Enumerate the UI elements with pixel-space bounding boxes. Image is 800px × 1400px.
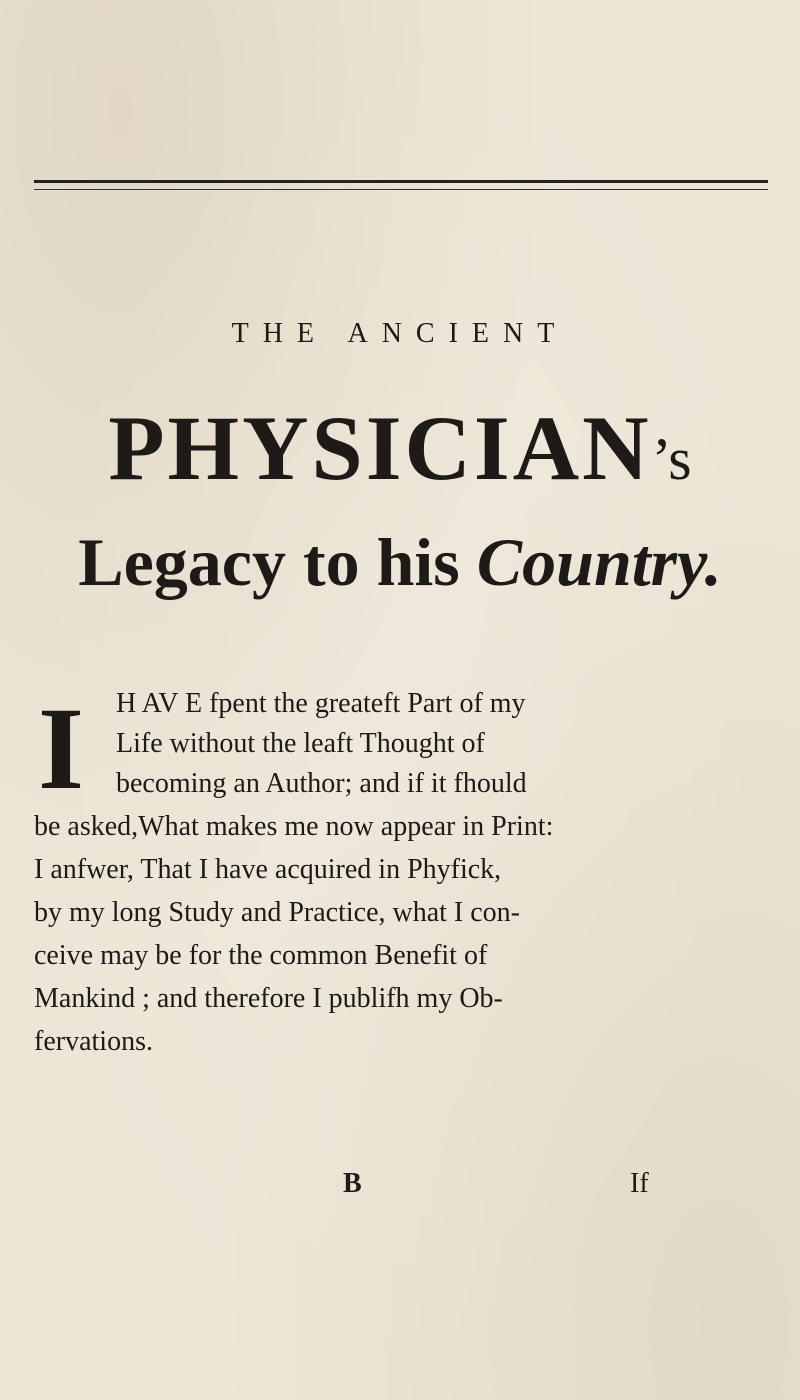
drop-cap: I	[38, 683, 84, 814]
title-line-3	[0, 524, 800, 600]
catchword: If	[630, 1168, 649, 1199]
title-line-2-main: PHYSICIAN	[108, 397, 652, 499]
signature-mark: B	[343, 1168, 362, 1199]
body-line-7: ceive may be for the common Benefit of	[34, 940, 488, 971]
body-line-2: Life without the leaft Thought of	[116, 728, 485, 759]
body-line-4: be asked,What makes me now appear in Print:	[34, 811, 554, 842]
body-line-3: becoming an Author; and if it fhould	[116, 768, 527, 799]
title-line-2	[0, 397, 800, 499]
title-line-1: THE ANCIENT	[231, 318, 569, 349]
top-rule-thin	[34, 189, 768, 190]
top-rule-thick	[34, 180, 768, 183]
body-line-8: Mankind ; and therefore I publifh my Ob-	[34, 983, 503, 1014]
title-line-3-prefix: Legacy to his	[78, 524, 477, 600]
body-line-9: fervations.	[34, 1026, 153, 1057]
title-line-2-suffix: ’s	[651, 426, 692, 492]
body-line-1: H AV E fpent the greateft Part of my	[116, 688, 526, 719]
body-line-6: by my long Study and Practice, what I con-	[34, 897, 521, 928]
title-line-3-italic: Country.	[476, 524, 722, 600]
body-line-5: I anfwer, That I have acquired in Phyfick,	[34, 854, 502, 885]
